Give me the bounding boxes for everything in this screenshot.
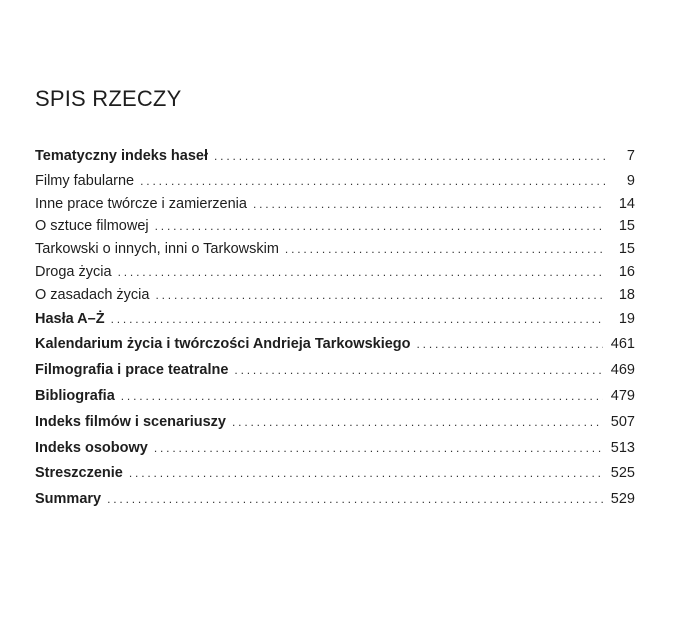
toc-entry-filmy-fabularne[interactable] [35, 170, 635, 193]
toc-entry-page: 513 [610, 439, 635, 456]
toc-entry-page: 461 [610, 336, 635, 353]
toc-entry-page: 18 [618, 286, 635, 303]
toc-entry-label: Inne prace twórcze i zamierzenia [35, 195, 247, 212]
toc-entry-label: Kalendarium życia i twórczości Andrieja Tarkowskiego [35, 336, 411, 353]
table-of-contents [35, 144, 635, 513]
toc-entry-label: Bibliografia [35, 387, 115, 404]
toc-entry-page: 14 [618, 195, 635, 212]
toc-entry-label: Summary [35, 491, 102, 508]
toc-entry-label: Hasła A–Ż [35, 310, 105, 327]
toc-entry-kalendarium[interactable] [35, 332, 635, 358]
dot-leader [154, 436, 603, 462]
toc-entry-page: 529 [610, 491, 635, 508]
toc-entry-bibliografia[interactable] [35, 384, 635, 410]
toc-entry-label: Indeks osobowy [35, 439, 148, 456]
toc-entry-indeks-osobowy[interactable] [35, 436, 635, 462]
dot-leader [140, 170, 605, 193]
toc-entry-label: Filmografia i prace teatralne [35, 362, 229, 379]
dot-leader [285, 238, 605, 261]
dot-leader [107, 487, 603, 513]
toc-entry-page: 479 [610, 387, 635, 404]
toc-entry-page: 469 [610, 362, 635, 379]
dot-leader [118, 261, 605, 284]
toc-entry-droga-zycia[interactable] [35, 261, 635, 284]
toc-entry-page: 507 [610, 413, 635, 430]
dot-leader [155, 284, 605, 307]
dot-leader [417, 332, 603, 358]
toc-entry-o-zasadach-zycia[interactable] [35, 284, 635, 307]
toc-entry-indeks-filmow[interactable] [35, 410, 635, 436]
dot-leader [129, 461, 603, 487]
toc-entry-page: 16 [618, 263, 635, 280]
dot-leader [111, 307, 605, 333]
toc-entry-label: Droga życia [35, 263, 112, 280]
toc-entry-page: 7 [626, 148, 635, 164]
toc-entry-tematyczny-indeks[interactable] [35, 144, 635, 170]
dot-leader [253, 193, 605, 216]
dot-leader [232, 410, 603, 436]
toc-entry-page: 15 [618, 218, 635, 235]
toc-entry-label: Filmy fabularne [35, 172, 135, 189]
toc-entry-page: 19 [618, 310, 635, 327]
dot-leader [155, 215, 605, 238]
toc-entry-tarkowski-o-innych[interactable] [35, 238, 635, 261]
dot-leader [234, 358, 602, 384]
toc-entry-label: Indeks filmów i scenariuszy [35, 413, 226, 430]
page-title: SPIS RZECZY [35, 86, 182, 111]
toc-entry-label: O sztuce filmowej [35, 218, 149, 235]
toc-entry-label: Tematyczny indeks haseł [35, 148, 209, 164]
toc-entry-summary[interactable] [35, 487, 635, 513]
toc-entry-hasla-a-z[interactable] [35, 307, 635, 333]
toc-entry-label: O zasadach życia [35, 286, 150, 303]
toc-entry-page: 15 [618, 241, 635, 258]
toc-entry-label: Streszczenie [35, 465, 123, 482]
toc-entry-o-sztuce-filmowej[interactable] [35, 215, 635, 238]
toc-entry-page: 9 [626, 172, 635, 189]
dot-leader [214, 144, 605, 170]
toc-entry-page: 525 [610, 465, 635, 482]
toc-entry-label: Tarkowski o innych, inni o Tarkowskim [35, 241, 279, 258]
toc-entry-filmografia[interactable] [35, 358, 635, 384]
toc-entry-inne-prace[interactable] [35, 193, 635, 216]
dot-leader [121, 384, 603, 410]
toc-entry-streszczenie[interactable] [35, 461, 635, 487]
